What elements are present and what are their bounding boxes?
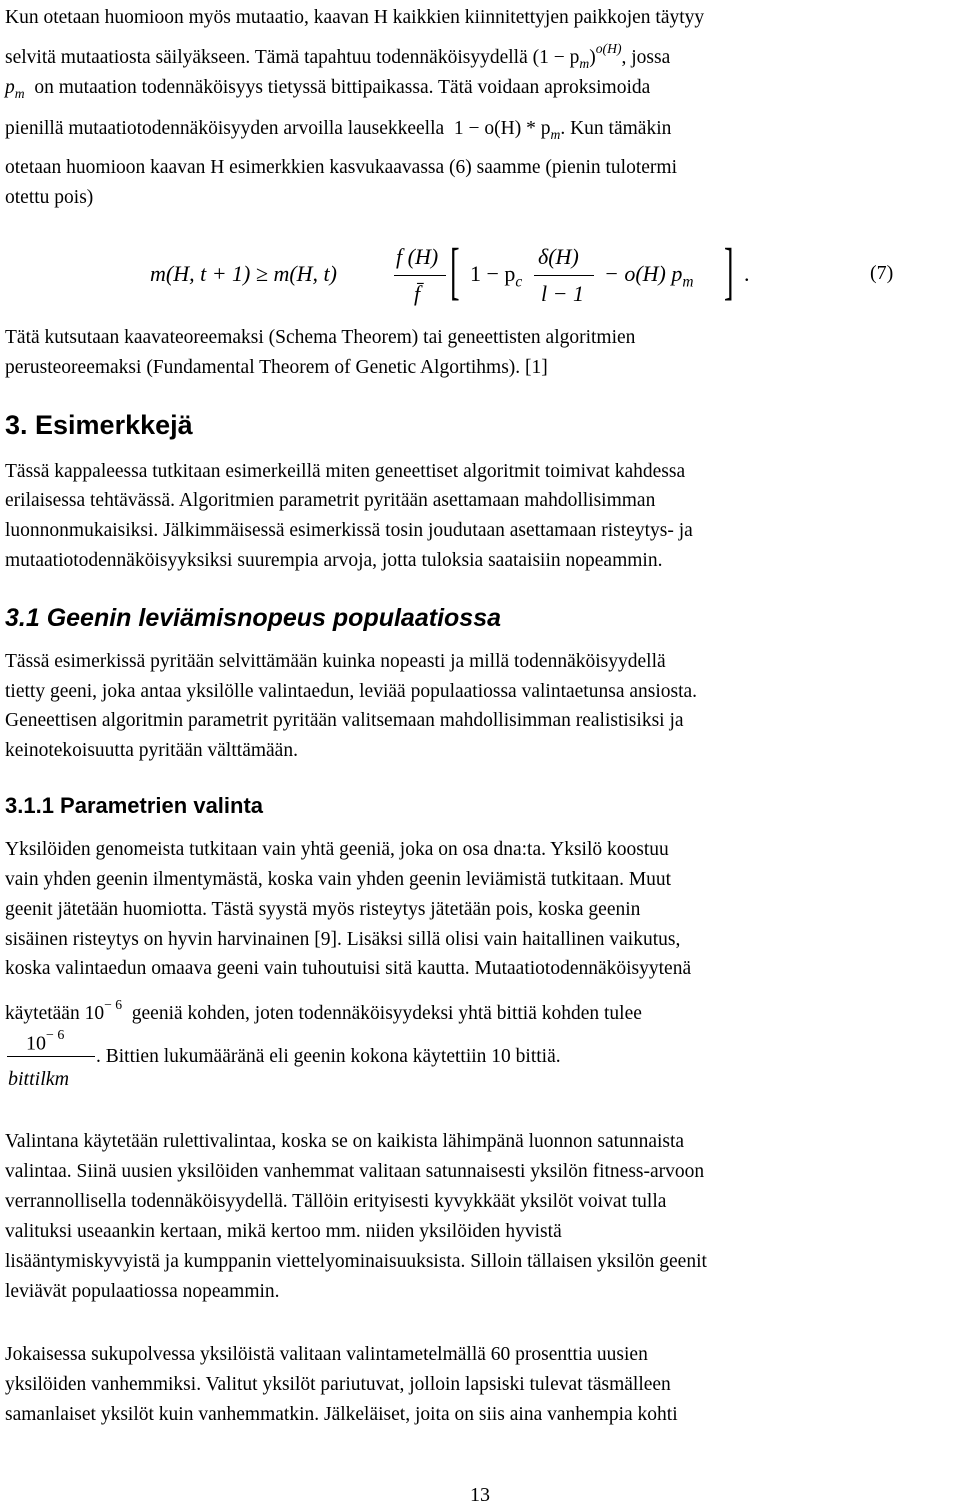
section-3-1-1-line-2: vain yhden geenin ilmentymästä, koska vain yhden geenin leviämistä tutkitaan. Muut: [5, 869, 672, 890]
fraction1-denominator: f̄: [414, 281, 421, 306]
paragraph-2-line-2: valintaa. Siinä uusien yksilöiden vanhemmat valitaan satunnaisesti yksilön fitness-arvoon: [5, 1161, 705, 1182]
section-3-1-1-heading: 3.1.1 Parametrien valinta: [5, 793, 264, 818]
section-3-1-line-1: Tässä esimerkissä pyritään selvittämään kuinka nopeasti ja millä todennäköisyydellä: [5, 651, 666, 672]
fraction-numerator: $10^{- 6}$: [26, 1028, 65, 1055]
equation-period: .: [744, 261, 750, 286]
fraction1-bar: [394, 275, 446, 276]
section-3-1-1-line-4: sisäinen risteytys on hyvin harvinainen [9]. Lisäksi sillä olisi vain haitallinen vaikutus,: [5, 929, 681, 950]
after-eq-line-2: perusteoreemaksi (Fundamental Theorem of Genetic Algortihms). [1]: [5, 357, 548, 378]
fraction1-numerator: f (H): [396, 244, 439, 269]
paragraph-2-line-5: lisääntymiskyvyistä ja kumppanin viettelyominaisuuksista. Silloin tällaisen yksilön geenit: [5, 1251, 707, 1272]
equation-lhs: m(H, t + 1) ≥ m(H, t): [150, 261, 337, 286]
section-3-1-1-line-7: . Bittien lukumääränä eli geenin kokona käytettiin 10 bittiä.: [96, 1046, 561, 1067]
paragraph-2-line-4: valituksi useaankin kertaan, mikä kertoo mm. niiden yksilöiden hyvistä: [5, 1221, 562, 1242]
intro-line-4: pienillä mutaatiotodennäköisyyden arvoilla lausekkeella $1 - o(H) * p_m$. Kun tämäkin: [5, 118, 672, 142]
fraction2-numerator: δ(H): [538, 244, 579, 269]
intro-line-3: $p_m$ on mutaation todennäköisyys tietyssä bittipaikassa. Tätä voidaan aproksimoida: [5, 77, 651, 101]
fraction-denominator: bittilkm: [8, 1068, 70, 1090]
section-3-heading: 3. Esimerkkejä: [5, 410, 193, 440]
after-eq-line-1: Tätä kutsutaan kaavateoreemaksi (Schema Theorem) tai geneettisten algoritmien: [5, 327, 636, 348]
fraction2-bar: [534, 275, 594, 276]
equation-number: (7): [870, 262, 894, 284]
approx-formula: $1 - o(H) * p_m$: [453, 118, 561, 142]
one-minus-pc: $1 - p_c$: [470, 261, 523, 291]
paragraph-3-line-2: yksilöiden vanhemmiksi. Valitut yksilöt pariutuvat, jolloin lapsiski tulevat täsmälleen: [5, 1374, 671, 1395]
section-3-line-1: Tässä kappaleessa tutkitaan esimerkeillä miten geneettiset algoritmit toimivat kahdessa: [5, 461, 686, 482]
section-3-1-1-line-3: geenit jätetään huomiotta. Tästä syystä myös risteytys jätetään pois, koska geenin: [5, 899, 641, 920]
intro-line-1: Kun otetaan huomioon myös mutaatio, kaavan H kaikkien kiinnitettyjen paikkojen täytyy: [5, 7, 705, 28]
pm-symbol: $p_m$: [5, 77, 25, 101]
fraction2-denominator: l − 1: [541, 281, 584, 306]
section-3-1-1-line-6: käytetään $10^{- 6}$ geeniä kohden, joten todennäköisyydeksi yhtä bittiä kohden tulee: [5, 997, 642, 1025]
section-3-line-2: erilaisessa tehtävässä. Algoritmien parametrit pyritään asettamaan mahdollisimman: [5, 490, 656, 511]
mutation-term: − o(H) $p_m$: [604, 261, 694, 291]
section-3-1-line-2: tietty geeni, joka antaa yksilölle valintaedun, leviää populaatiossa valintaetunsa ansiosta.: [5, 681, 698, 702]
intro-line-2: selvitä mutaatiosta säilyäkseen. Tämä tapahtuu todennäköisyydellä $(1 - p_m)^{o(H)}$, jossa: [5, 41, 671, 71]
section-3-line-3: luonnonmukaisiksi. Jälkimmäisessä esimerkissä tosin joudutaan asettamaan risteytys- ja: [5, 520, 693, 541]
paragraph-3-line-3: samanlaiset yksilöt kuin vanhemmatkin. Jälkeläiset, joita on siis aina vanhempia kohti: [5, 1404, 678, 1425]
section-3-1-line-3: Geneettisen algoritmin parametrit pyritään valitsemaan mahdollisimman realistisiksi ja: [5, 710, 684, 731]
intro-line-5: otetaan huomioon kaavan H esimerkkien kasvukaavassa (6) saamme (pienin tulotermi: [5, 157, 677, 178]
section-3-1-1-line-5: koska valintaedun omaava geeni vain tuhoutuisi sitä kautta. Mutaatiotodennäköisyytenä: [5, 958, 692, 979]
section-3-1-1-line-1: Yksilöiden genomeista tutkitaan vain yhtä geeniä, joka on osa dna:ta. Yksilö koostuu: [5, 839, 669, 860]
paragraph-2-line-1: Valintana käytetään rulettivalintaa, koska se on kaikista lähimpänä luonnon satunnaista: [5, 1131, 685, 1152]
mutation-survival-formula: $(1 - p_m)^{o(H)}$: [532, 41, 622, 71]
paragraph-2-line-6: leviävät populaatiossa nopeammin.: [5, 1281, 280, 1302]
section-3-1-heading: 3.1 Geenin leviämisnopeus populaatiossa: [5, 604, 501, 632]
paragraph-3-line-1: Jokaisessa sukupolvessa yksilöistä valitaan valintametelmällä 60 prosenttia uusien: [5, 1344, 648, 1365]
intro-line-6: otettu pois): [5, 187, 94, 208]
section-3-line-4: mutaatiotodennäköisyyksiksi suurempia arvoja, jotta tuloksia saataisiin nopeammin.: [5, 550, 663, 571]
paragraph-2-line-3: verrannollisella todennäköisyydellä. Tällöin erityisesti kyvykkäät yksilöt voivat tulla: [5, 1191, 667, 1212]
mutation-rate-value: $10^{- 6}$: [84, 997, 123, 1025]
page-number: 13: [470, 1484, 490, 1506]
fraction-bar: [7, 1056, 95, 1057]
section-3-1-line-4: keinotekoisuutta pyritään välttämään.: [5, 740, 298, 761]
left-bracket: [: [450, 235, 460, 306]
right-bracket: ]: [724, 235, 734, 306]
